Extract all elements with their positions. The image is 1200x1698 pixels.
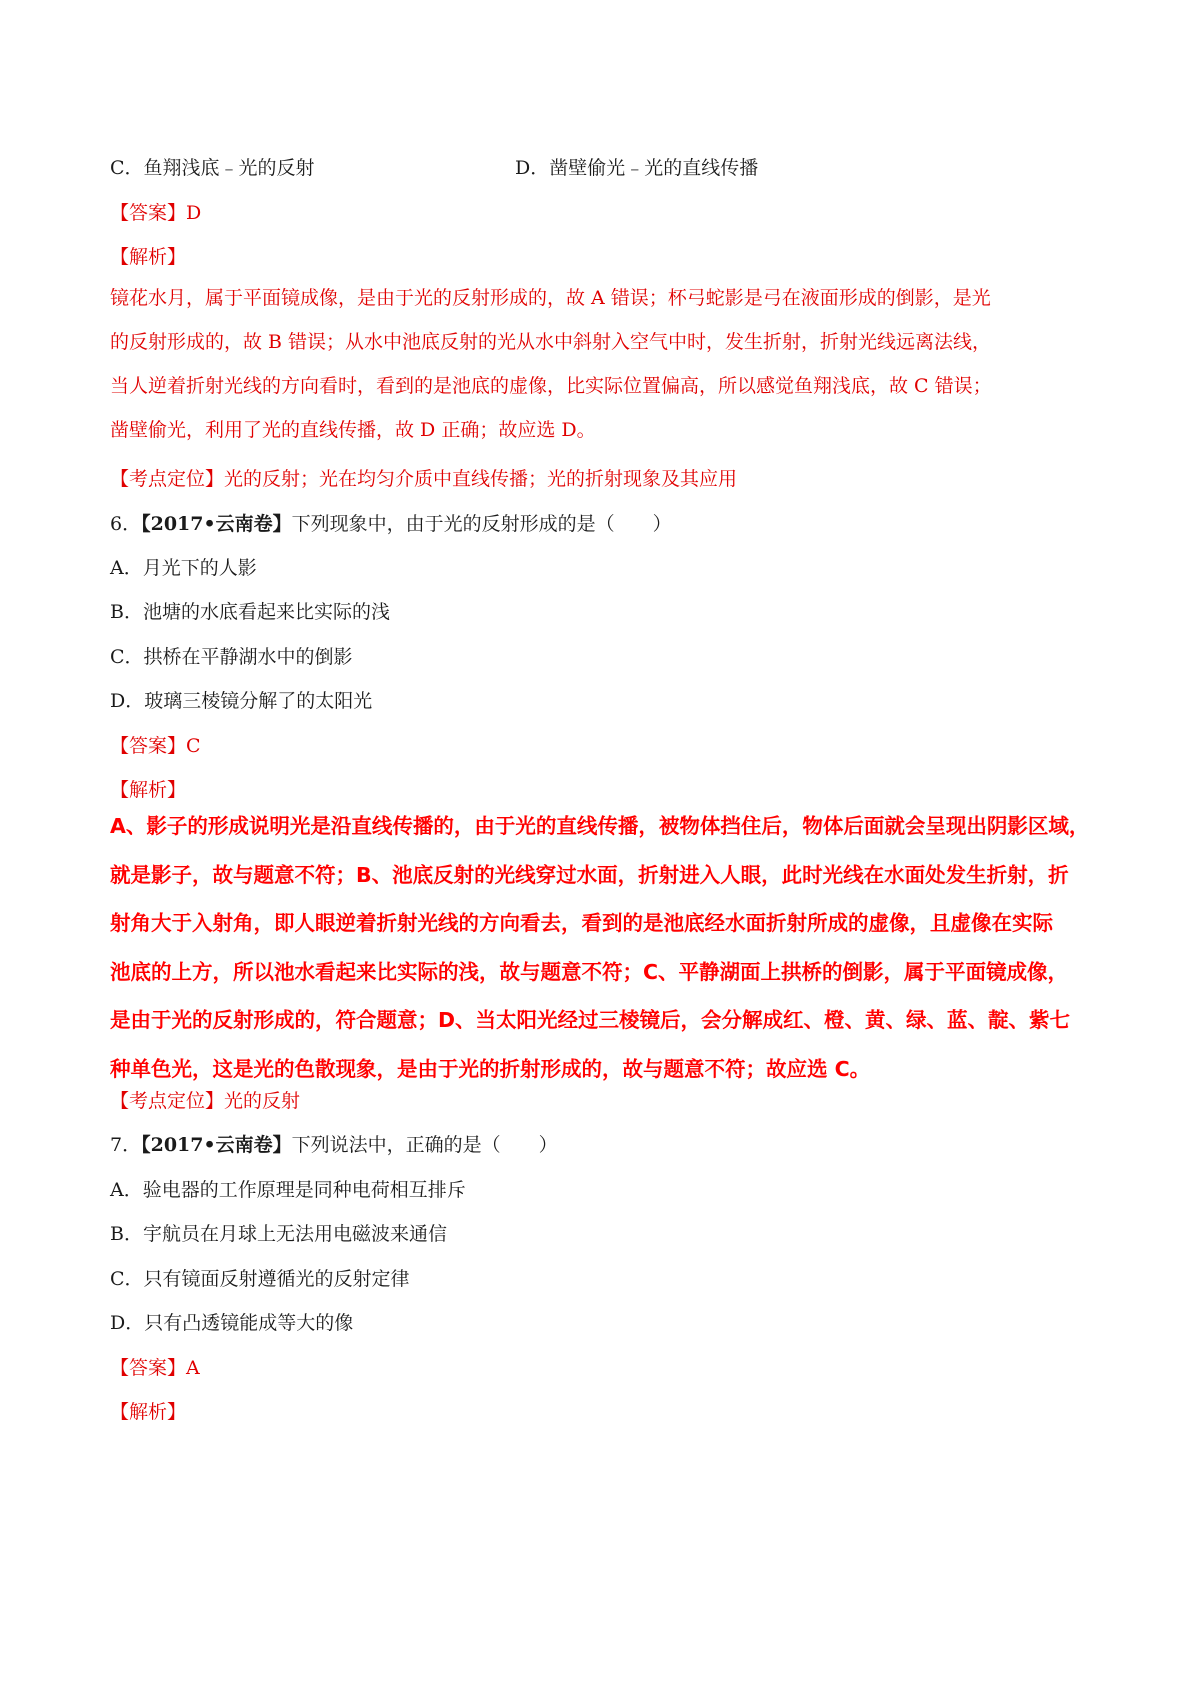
point-tag: 【考点定位】	[110, 468, 225, 490]
q5-answer	[110, 201, 201, 225]
q6-option-b: B．池塘的水底看起来比实际的浅	[110, 601, 390, 623]
q5-option-c: C．鱼翔浅底﹣光的反射	[110, 157, 315, 179]
analysis-line: 池底的上方，所以池水看起来比实际的浅，故与题意不符；C、平静湖面上拱桥的倒影，属于平面镜成像，	[110, 959, 1069, 984]
q7-option-a: A．验电器的工作原理是同种电荷相互排斥	[110, 1179, 466, 1201]
question-source: 【2017•云南卷】	[141, 513, 292, 535]
answer-tag: 【答案】	[110, 735, 187, 757]
analysis-line: 当人逆着折射光线的方向看时，看到的是池底的虚像，比实际位置偏高，所以感觉鱼翔浅底，故 C 错误；	[110, 375, 992, 397]
q7-option-c: C．只有镜面反射遵循光的反射定律	[110, 1268, 410, 1290]
question-text: 下列现象中，由于光的反射形成的是（ ）	[291, 513, 672, 535]
question-text: 下列说法中，正确的是（ ）	[291, 1134, 558, 1156]
q7-answer	[110, 1356, 200, 1380]
q7-analysis-tag: 【解析】	[110, 1401, 187, 1423]
q5-analysis-text	[110, 276, 1095, 452]
q5-options-row	[110, 156, 759, 180]
answer-value: D	[186, 202, 202, 224]
answer-tag: 【答案】	[110, 202, 187, 224]
question-number: 6．	[110, 513, 142, 535]
q6-option-c: C．拱桥在平静湖水中的倒影	[110, 646, 353, 668]
analysis-line: A、影子的形成说明光是沿直线传播的，由于光的直线传播，被物体挡住后，物体后面就会呈现出阴影区域，	[110, 814, 1090, 838]
answer-tag: 【答案】	[110, 1357, 187, 1379]
q6-option-d: D．玻璃三棱镜分解了的太阳光	[110, 690, 373, 712]
q7-option-d: D．只有凸透镜能成等大的像	[110, 1312, 354, 1334]
point-tag: 【考点定位】	[110, 1090, 225, 1112]
answer-value: C	[186, 735, 201, 757]
analysis-line: 就是影子，故与题意不符；B、池底反射的光线穿过水面，折射进入人眼，此时光线在水面处发生折射，折	[110, 862, 1069, 887]
q6-analysis-tag: 【解析】	[110, 779, 187, 801]
question-source: 【2017•云南卷】	[141, 1134, 292, 1156]
q7-stem	[110, 1133, 558, 1157]
analysis-line: 种单色光，这是光的色散现象，是由于光的折射形成的，故与题意不符；故应选 C。	[110, 1056, 871, 1081]
analysis-line: 的反射形成的，故 B 错误；从水中池底反射的光从水中斜射入空气中时，发生折射，折射光线远离法线，	[110, 331, 992, 353]
answer-value: A	[186, 1357, 200, 1379]
analysis-line: 射角大于入射角，即人眼逆着折射光线的方向看去，看到的是池底经水面折射所成的虚像，且虚像在实际	[110, 911, 1053, 935]
q7-option-b: B．宇航员在月球上无法用电磁波来通信	[110, 1223, 447, 1245]
point-value: 光的反射	[224, 1090, 301, 1112]
q5-analysis-tag: 【解析】	[110, 246, 187, 268]
q5-option-d: D．凿壁偷光﹣光的直线传播	[515, 157, 759, 179]
analysis-line: 凿壁偷光，利用了光的直线传播，故 D 正确；故应选 D。	[110, 419, 596, 441]
q6-point	[110, 1089, 300, 1113]
question-number: 7．	[110, 1134, 142, 1156]
q6-answer	[110, 734, 201, 758]
q6-option-a: A．月光下的人影	[110, 557, 257, 579]
analysis-line: 是由于光的反射形成的，符合题意；D、当太阳光经过三棱镜后，会分解成红、橙、黄、绿、蓝、靛、紫七	[110, 1008, 1071, 1032]
point-value: 光的反射；光在均匀介质中直线传播；光的折射现象及其应用	[224, 468, 738, 490]
q5-point	[110, 467, 737, 491]
q6-analysis-text	[110, 802, 1105, 1093]
analysis-line: 镜花水月，属于平面镜成像，是由于光的反射形成的，故 A 错误；杯弓蛇影是弓在液面形成的倒影，是光	[110, 287, 991, 309]
q6-stem	[110, 512, 672, 536]
